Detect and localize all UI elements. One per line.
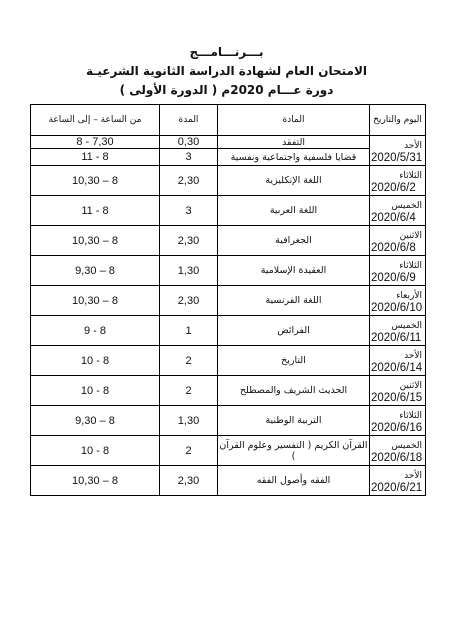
table-row — [31, 226, 426, 256]
exam-date: 2020/6/14 — [371, 362, 423, 374]
day-name: الأحد — [404, 471, 422, 481]
day-name: الاثنين — [399, 231, 422, 241]
day-date-cell — [370, 406, 426, 436]
duration-cell: 3 — [160, 196, 218, 226]
subject-cell: الفرائض — [218, 316, 370, 346]
day-name: الأحد — [404, 141, 422, 151]
day-name: الأربعاء — [396, 291, 422, 301]
duration-cell: 2 — [160, 376, 218, 406]
subject-cell: اللغة العربية — [218, 196, 370, 226]
day-name: الثلاثاء — [399, 261, 422, 271]
duration-cell: 2,30 — [160, 286, 218, 316]
exam-date: 2020/6/21 — [371, 482, 423, 494]
duration-cell: 0,30 — [160, 136, 218, 149]
subject-cell: الحديث الشريف والمصطلح — [218, 376, 370, 406]
program-heading: بـــرنـــامـــج — [189, 45, 264, 59]
subject-cell: العقيدة الإسلامية — [218, 256, 370, 286]
time-cell: 8 – 10,30 — [31, 166, 160, 196]
day-date-cell — [370, 166, 426, 196]
time-cell: 7,30 - 8 — [31, 136, 160, 149]
table-row — [31, 149, 426, 166]
day-date-cell — [370, 226, 426, 256]
time-cell: 8 - 11 — [31, 196, 160, 226]
subject-cell: التاريخ — [218, 346, 370, 376]
day-date-cell — [370, 376, 426, 406]
subject-cell: التربية الوطنية — [218, 406, 370, 436]
duration-cell: 3 — [160, 149, 218, 166]
column-header-time: من الساعة – إلى الساعة — [31, 105, 160, 136]
day-date-cell — [370, 136, 426, 166]
subject-cell: التفقد — [218, 136, 370, 149]
table-row — [31, 436, 426, 466]
table-row — [31, 196, 426, 226]
exam-date: 2020/6/9 — [371, 272, 416, 284]
subject-cell: قضايا فلسفية واجتماعية ونفسية — [218, 149, 370, 166]
subject-cell: الجغرافية — [218, 226, 370, 256]
time-cell: 8 - 10 — [31, 346, 160, 376]
table-row — [31, 256, 426, 286]
table-row — [31, 316, 426, 346]
table-row — [31, 406, 426, 436]
exam-date: 2020/6/2 — [371, 182, 416, 194]
subject-cell: اللغة الإنكليزية — [218, 166, 370, 196]
duration-cell: 2 — [160, 346, 218, 376]
exam-date: 2020/6/11 — [371, 332, 422, 344]
subject-cell: القرآن الكريم ( التفسير وعلوم القرآن ) — [218, 436, 370, 466]
table-header — [31, 105, 426, 136]
day-name: الثلاثاء — [399, 411, 422, 421]
duration-cell: 1,30 — [160, 406, 218, 436]
day-name: الخميس — [391, 201, 422, 211]
time-cell: 8 – 10,30 — [31, 226, 160, 256]
duration-cell: 1,30 — [160, 256, 218, 286]
exam-date: 2020/6/10 — [371, 302, 423, 314]
duration-cell: 2,30 — [160, 166, 218, 196]
column-header-subject: المادة — [218, 105, 370, 136]
subject-cell: اللغة الفرنسية — [218, 286, 370, 316]
day-name: الاثنين — [399, 381, 422, 391]
day-name: الخميس — [391, 321, 422, 331]
exam-date: 2020/6/8 — [371, 242, 416, 254]
table-row — [31, 136, 426, 149]
table-row — [31, 346, 426, 376]
time-cell: 8 - 10 — [31, 436, 160, 466]
session-subtitle: دورة عـــام 2020م ( الدورة الأولى ) — [119, 83, 334, 97]
exam-date: 2020/6/18 — [371, 452, 423, 464]
table-row — [31, 466, 426, 496]
day-date-cell — [370, 316, 426, 346]
exam-date: 2020/6/15 — [371, 392, 423, 404]
time-cell: 8 - 9 — [31, 316, 160, 346]
table-row — [31, 376, 426, 406]
day-date-cell — [370, 436, 426, 466]
time-cell: 8 - 11 — [31, 149, 160, 166]
column-header-duration: المدة — [160, 105, 218, 136]
subject-cell: الفقه وأصول الفقه — [218, 466, 370, 496]
day-date-cell — [370, 196, 426, 226]
day-name: الأحد — [404, 351, 422, 361]
table-row — [31, 166, 426, 196]
time-cell: 8 – 10,30 — [31, 466, 160, 496]
exam-date: 2020/6/16 — [371, 422, 423, 434]
exam-date: 2020/5/31 — [371, 152, 423, 164]
exam-schedule-table — [30, 104, 426, 496]
time-cell: 8 – 9,30 — [31, 406, 160, 436]
time-cell: 8 - 10 — [31, 376, 160, 406]
duration-cell: 2 — [160, 436, 218, 466]
day-date-cell — [370, 256, 426, 286]
time-cell: 8 – 10,30 — [31, 286, 160, 316]
day-date-cell — [370, 346, 426, 376]
time-cell: 8 – 9,30 — [31, 256, 160, 286]
duration-cell: 2,30 — [160, 226, 218, 256]
day-date-cell — [370, 286, 426, 316]
document-title: الامتحان العام لشهادة الدراسة الثانوية الشرعيـة — [86, 64, 367, 78]
table-body — [31, 136, 426, 496]
header-row — [31, 105, 426, 136]
day-name: الثلاثاء — [399, 171, 422, 181]
exam-date: 2020/6/4 — [371, 212, 416, 224]
day-name: الخميس — [391, 441, 422, 451]
day-date-cell — [370, 466, 426, 496]
duration-cell: 1 — [160, 316, 218, 346]
table-row — [31, 286, 426, 316]
column-header-day: اليوم والتاريخ — [370, 105, 426, 136]
duration-cell: 2,30 — [160, 466, 218, 496]
